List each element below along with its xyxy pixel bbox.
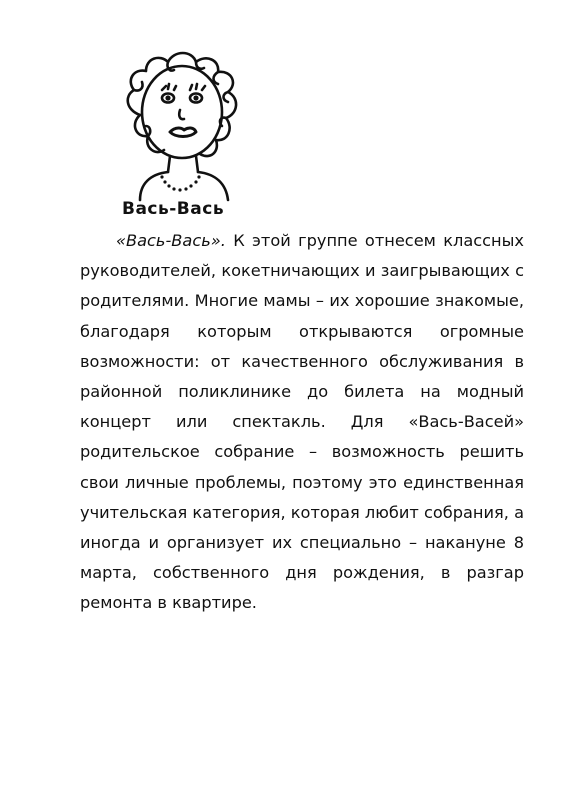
curly-haired-woman-doodle-icon [100,40,260,225]
woman-doodle-drawing [100,40,260,225]
face [142,66,222,158]
paragraph-lead: «Вась-Вась». [116,231,226,250]
illustration-caption: Вась-Вась [122,199,225,219]
hair-curls [128,53,236,156]
body-paragraph [80,226,524,619]
paragraph-text: К этой группе отнесем классных руководителей, кокетничающих и заигрывающих с родителями. Многие мамы – их хорошие знакомые, благодаря которым открываются огромные возможности: от качественного обслуживания в районной поликлинике до билета на модный концерт или спектакль. Для «Вась-Васей» родительское собрание – возможность решить свои личные проблемы, поэтому это единственная учительская категория, которая любит собрания, а иногда и организует их специально – накануне 8 марта, собственного дня рождения, в разгар ремонта в квартире. [80,231,524,613]
